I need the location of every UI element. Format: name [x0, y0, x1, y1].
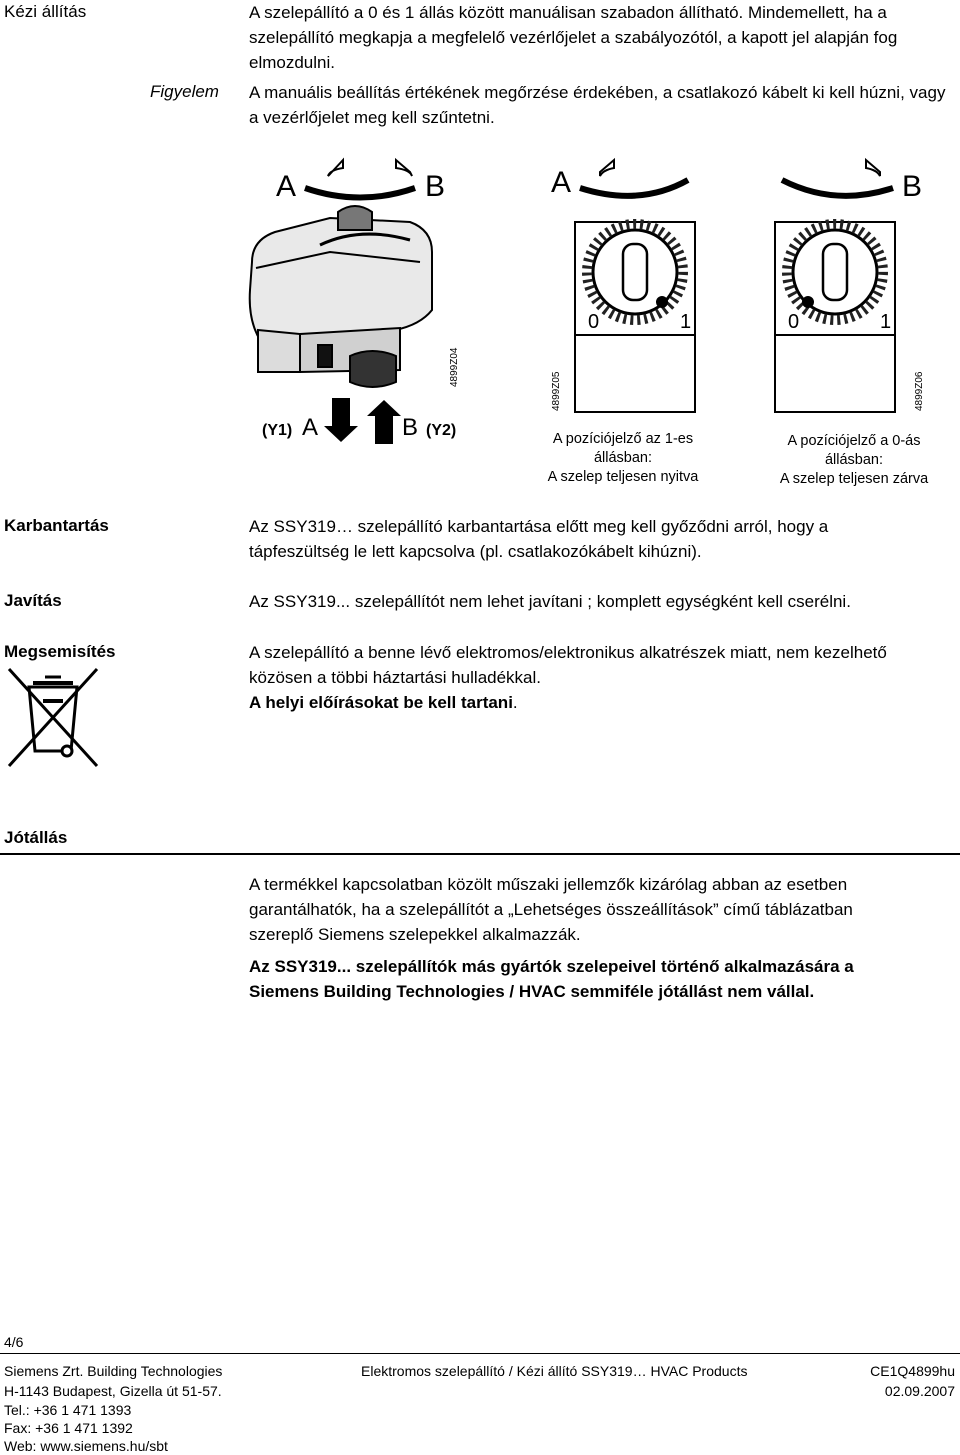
fig3-caption: A pozíciójelző a 0-ás állásban: A szelep teljesen zárva: [779, 433, 929, 487]
footer-address: H-1143 Budapest, Gizella út 51-57.: [4, 1383, 222, 1399]
repair-label: Javítás: [4, 591, 62, 610]
disposal-bold: A helyi előírásokat be kell tartani.: [249, 693, 518, 712]
footer-tel: Tel.: +36 1 471 1393: [4, 1402, 132, 1418]
label-a-2: A: [551, 166, 572, 199]
label-b-1: B: [425, 170, 446, 203]
manual-label: Kézi állítás: [4, 2, 87, 21]
label-y2: (Y2): [426, 422, 457, 439]
fig3-one: 1: [880, 311, 892, 333]
fig2-zero: 0: [588, 311, 600, 333]
weee-bin-icon: [5, 665, 105, 770]
rotation-arrow-b: [782, 160, 893, 196]
label-a-1: A: [276, 170, 297, 203]
footer-fax: Fax: +36 1 471 1392: [4, 1420, 133, 1436]
warranty-bold-text: Az SSY319... szelepállítók más gyártók szelepeivel történő alkalmazására a Siemens Building Technologies / HVAC semmiféle jótállást nem vállal.: [249, 957, 854, 1001]
manual-text: A szelepállító a 0 és 1 állás között manuálisan szabadon állítható. Mindemellett, ha a szelepállító megkapja a megfelelő vezérlőjelet a szabályozótól, a kapott jel alapján fog elmozdulni.: [249, 3, 898, 72]
fig2-one: 1: [680, 311, 692, 333]
disposal-text: A szelepállító a benne lévő elektromos/elektronikus alkatrészek miatt, nem kezelhető közösen a többi háztartási hulladékkal.: [249, 643, 887, 687]
warranty-divider: [0, 853, 960, 855]
label-b-3: B: [402, 414, 419, 441]
warranty-title: Jótállás: [4, 828, 68, 847]
arrow-down-icon: [324, 398, 358, 442]
fig3-code: 4899Z06: [914, 371, 925, 411]
maintenance-label: Karbantartás: [4, 516, 109, 535]
actuator-drawing: [250, 206, 432, 387]
page-number: 4/6: [4, 1334, 24, 1350]
warranty-text: A termékkel kapcsolatban közölt műszaki jellemzők kizárólag abban az esetben garantálhatók, ha a szelepállítót a „Lehetséges összeállítások” című táblázatban szereplő Siemens szelepekkel alkalmazzák.: [249, 875, 853, 944]
label-b-2: B: [902, 170, 923, 203]
footer-date: 02.09.2007: [884, 1383, 955, 1399]
footer-web: Web: www.siemens.hu/sbt: [4, 1438, 168, 1454]
footer-divider: [0, 1353, 960, 1354]
fig3-zero: 0: [788, 311, 800, 333]
footer-title: Elektromos szelepállító / Kézi állító SSY319… HVAC Products: [361, 1363, 748, 1379]
disposal-label: Megsemisítés: [4, 642, 116, 661]
maintenance-text: Az SSY319… szelepállító karbantartása előtt meg kell győződni arról, hogy a tápfeszültség le lett kapcsolva (pl. csatlakozókábelt kihúzni).: [249, 517, 829, 561]
fig2-caption: A pozíciójelző az 1-es állásban: A szelep teljesen nyitva: [547, 431, 699, 485]
warning-text: A manuális beállítás értékének megőrzése érdekében, a csatlakozó kábelt ki kell húzni, vagy a vezérlőjelet meg kell szűntetni.: [249, 83, 946, 127]
label-y1: (Y1): [262, 422, 293, 439]
fig2-code: 4899Z05: [551, 371, 562, 411]
label-a-3: A: [302, 414, 319, 441]
warning-label: Figyelem: [150, 82, 219, 101]
fig1-code: 4899Z04: [449, 347, 460, 387]
footer-company: Siemens Zrt. Building Technologies: [4, 1363, 223, 1379]
arrow-up-icon: [367, 400, 401, 444]
repair-text: Az SSY319... szelepállítót nem lehet javítani ; komplett egységként kell cserélni.: [249, 592, 851, 611]
rotation-arrow-a: [580, 160, 688, 196]
footer-doc-id: CE1Q4899hu: [870, 1363, 955, 1379]
rotation-arrow-ab: [305, 160, 415, 198]
